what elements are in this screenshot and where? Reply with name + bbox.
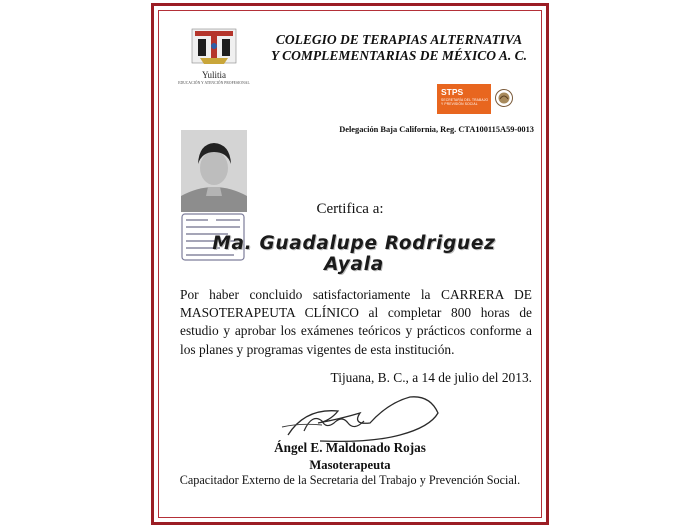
title-line-1: COLEGIO DE TERAPIAS ALTERNATIVA (275, 32, 523, 47)
delegation-registration: Delegación Baja California, Reg. CTA100115A59-0013 (339, 125, 534, 134)
mexico-seal-icon (494, 88, 514, 108)
logo-name: Yulitia (202, 70, 226, 80)
certifies-heading: Certifica a: (316, 201, 384, 217)
certificate-body: Por haber concluido satisfactoriamente la CARRERA DE MASOTERAPEUTA CLÍNICO al completar 800 horas de estudio y aprobar los exámenes teóricos y prácticos conforme a los planes y programas vigentes de esta institución. (180, 287, 532, 357)
signer-name: Ángel E. Maldonado Rojas (274, 440, 426, 455)
recipient-name: Ma. Guadalupe Rodriguez Ayala (212, 233, 496, 275)
signer-role: Capacitador Externo de la Secretaria del Trabajo y Prevención Social. (179, 473, 521, 487)
stps-code: STPS (441, 87, 464, 97)
stps-badge (437, 84, 517, 114)
institution-title (258, 32, 540, 64)
place-date: Tijuana, B. C., a 14 de julio del 2013. (330, 370, 532, 385)
recipient-photo (181, 130, 247, 212)
signer-title: Masoterapeuta (309, 458, 391, 472)
logo-tagline: EDUCACIÓN Y ATENCIÓN PROFESIONAL (178, 81, 250, 85)
stps-subtitle: SECRETARÍA DEL TRABAJO Y PREVISIÓN SOCIAL (441, 98, 489, 107)
title-line-2: Y COMPLEMENTARIAS DE MÉXICO A. C. (271, 48, 527, 63)
stps-badge-panel (437, 84, 491, 114)
